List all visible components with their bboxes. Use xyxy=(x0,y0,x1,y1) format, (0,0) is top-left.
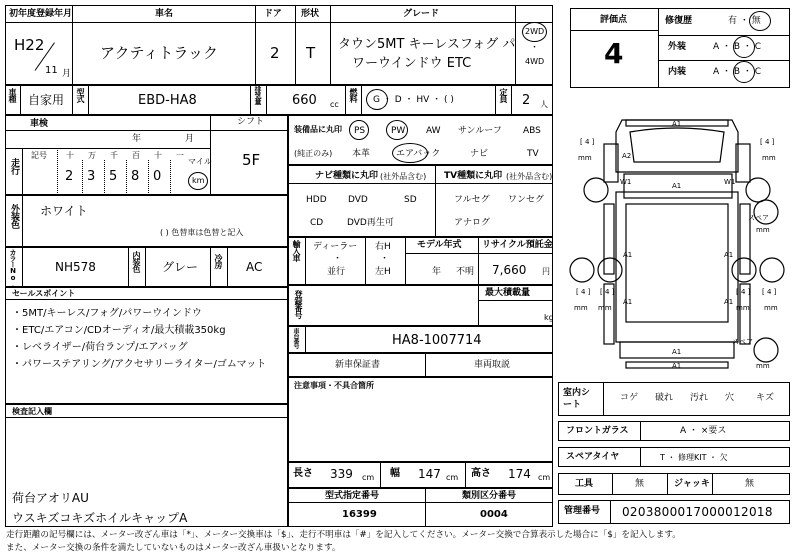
equipment-sublabel: (純正のみ) xyxy=(294,149,333,158)
score-value: 4 xyxy=(604,37,624,70)
width-label: 幅 xyxy=(390,468,400,479)
sales-line: ・レベライザー/荷台ランプ/エアバッグ xyxy=(12,342,188,353)
model-no-value: 16399 xyxy=(342,509,377,520)
inspector-block xyxy=(5,404,288,527)
seat-label: 室内シート xyxy=(563,388,591,410)
label-spare-top: スペア xyxy=(748,214,769,222)
mm-rl2: mm xyxy=(598,304,612,312)
class-no-value: 0004 xyxy=(480,509,508,520)
manual-label: 車両取説 xyxy=(474,360,511,370)
tool-value: 無 xyxy=(635,479,645,489)
seat-option: コゲ xyxy=(620,393,639,403)
color-note: ( ) 色替車は色替と記入 xyxy=(160,228,244,237)
color-value: ホワイト xyxy=(40,204,88,218)
interior-b-circle xyxy=(733,61,755,83)
color-no-value: NH578 xyxy=(55,260,96,274)
import-left: 左H xyxy=(375,267,391,277)
ps-circle xyxy=(349,120,369,140)
equipment-item: TV xyxy=(527,149,539,159)
label-a1-lower-right: A1 xyxy=(724,298,734,306)
sales-label: セールスポイント xyxy=(12,289,76,298)
label-a1-bottom2: A1 xyxy=(672,362,682,370)
exterior-label: 外装 xyxy=(668,42,687,52)
tv-label: TV種類に丸印 xyxy=(444,171,503,181)
import-right: 右H xyxy=(375,242,391,252)
fuel-options: G ・ D ・ HV ・ ( ) xyxy=(373,95,454,105)
digit-divider xyxy=(148,160,149,195)
reg-number-label: 登録番号 xyxy=(294,290,303,318)
shape-value: T xyxy=(306,44,316,62)
wheel-rear-left-2 xyxy=(598,258,622,282)
chassis-label: 車台番号 xyxy=(292,328,299,348)
grade-line2: ワーウインドウ ETC xyxy=(352,56,472,71)
first-reg-month: 11 xyxy=(45,65,58,76)
seat-option: 破れ xyxy=(655,393,674,403)
interior-color-value: グレー xyxy=(162,260,199,274)
length-value: 339 xyxy=(330,467,353,481)
shift-label: シフト xyxy=(237,117,265,127)
mileage-digit: 8 xyxy=(131,169,140,184)
label-a1-top2: A1 xyxy=(672,182,682,190)
shift-value: 5F xyxy=(242,151,261,169)
import-dot: ・ xyxy=(333,254,343,264)
mm-rr2: mm xyxy=(764,304,778,312)
grade-line1: タウン5MT キーレスフォグ パ xyxy=(338,37,516,52)
wheel-rear-right-2 xyxy=(732,258,756,282)
tool-label: 工具 xyxy=(575,479,594,489)
max-load-label: 最大積載量 xyxy=(485,288,531,298)
mgmt-label: 管理番号 xyxy=(564,506,601,516)
repair-label: 修復歴 xyxy=(665,16,693,26)
capacity-label: 定員 xyxy=(499,88,508,102)
digit-divider xyxy=(170,160,171,195)
interior-color-label: 内装色 xyxy=(132,251,141,272)
bracket-rl: [ 4 ] xyxy=(576,288,591,296)
jack-label: ジャッキ xyxy=(674,479,710,489)
label-spare-bottom: スペア xyxy=(732,338,753,346)
inspector-label: 検査記入欄 xyxy=(12,407,52,416)
equipment-item: PW xyxy=(391,126,406,136)
side-left-mid xyxy=(604,204,614,274)
tv-item: ワンセグ xyxy=(508,195,545,205)
mileage-digit: 2 xyxy=(65,169,74,184)
recycle-unit: 円 xyxy=(542,267,550,276)
equipment-item: ABS xyxy=(523,126,541,136)
mm-spare-top: mm xyxy=(756,226,770,234)
label-a1-mid-right: A1 xyxy=(724,251,734,259)
grade-label: グレード xyxy=(403,9,440,19)
usage-value: 自家用 xyxy=(28,93,65,107)
disp-label: 排気量 xyxy=(254,86,262,104)
import-label: 輸入車 xyxy=(292,240,301,261)
import-dealer: ディーラー xyxy=(313,242,358,252)
jack-value: 無 xyxy=(745,479,755,489)
repair-options: 有 ・ 無 xyxy=(728,16,761,26)
wheel-rear-right xyxy=(760,258,784,282)
mileage-digit: 0 xyxy=(153,169,162,184)
capacity-unit: 人 xyxy=(540,100,548,109)
wheel-rear-left xyxy=(570,258,594,282)
drive-dot: ・ xyxy=(530,43,540,53)
exterior-abc: A ・ B ・ C xyxy=(713,42,762,52)
ac-label: 冷房 xyxy=(214,254,223,268)
mm-fr: mm xyxy=(762,154,776,162)
equipment-item: エアバック xyxy=(396,149,441,159)
tv-item: アナログ xyxy=(454,218,491,228)
import-parallel: 並行 xyxy=(327,267,346,277)
equipment-item: サンルーフ xyxy=(458,126,502,136)
model-no-label: 型式指定番号 xyxy=(325,491,380,501)
disp-unit: cc xyxy=(330,100,339,109)
label-a1-mid-left: A1 xyxy=(623,251,633,259)
first-reg-label: 初年度登録年月 xyxy=(9,9,73,19)
bed-inner xyxy=(626,204,728,322)
height-unit: cm xyxy=(538,473,551,482)
equipment-label: 装備品に丸印 xyxy=(294,125,342,134)
mm-fl: mm xyxy=(578,154,592,162)
tv-item: フルセグ xyxy=(454,195,490,205)
first-reg-era: H22 xyxy=(14,36,45,54)
label-w1-left: W1 xyxy=(620,178,632,186)
glass-value: A ・ ×要ス xyxy=(680,426,727,436)
sales-line: ・ETC/エアコン/CDオーディオ/最大積載350kg xyxy=(12,325,226,336)
sales-line: ・パワーステアリング/アクセサリーライター/ゴムマット xyxy=(12,359,267,370)
recycle-label: リサイクル預託金 xyxy=(482,240,553,250)
car-name-label: 車名 xyxy=(155,9,174,19)
seat-option: 汚れ xyxy=(690,393,709,403)
car-damage-diagram xyxy=(560,92,792,382)
navi-item: DVD xyxy=(348,195,368,205)
drive-2wd: 2WD xyxy=(525,27,545,36)
model-year-unit: 年 xyxy=(432,267,442,277)
pw-circle xyxy=(386,120,408,140)
airbag-circle xyxy=(392,143,428,163)
length-label: 長さ xyxy=(293,468,313,479)
footer-line1: 走行距離の記号欄には、メーター改ざん車は「*」、メーター交換車は「$」、走行不明車は「#」を記入してください。メーター交換で合算表示した場合に「$」を記入します。 xyxy=(6,530,681,540)
equipment-item: 本革 xyxy=(352,149,371,159)
class-no-label: 類別区分番号 xyxy=(462,491,517,501)
navi-item: DVD再生可 xyxy=(347,218,394,228)
label-w1-right: W1 xyxy=(724,178,736,186)
model-year-label: モデル年式 xyxy=(417,240,462,250)
navi-item: HDD xyxy=(306,195,327,205)
wheel-front-left xyxy=(584,178,608,202)
spare-label: スペアタイヤ xyxy=(566,452,620,462)
label-a1-bottom: A1 xyxy=(672,348,682,356)
exterior-b-circle xyxy=(733,36,755,58)
warranty-label: 新車保証書 xyxy=(335,360,381,370)
drive-4wd: 4WD xyxy=(525,57,545,66)
shaken-year-unit: 年 xyxy=(132,134,142,144)
max-load-unit: kg xyxy=(544,313,554,322)
digit-divider xyxy=(104,160,105,195)
inspector-line2: ウスキズコキズホイルキャップA xyxy=(12,511,188,525)
equipment-item: ナビ xyxy=(470,149,489,159)
bracket-fr: [ 4 ] xyxy=(760,138,775,146)
footer-line2: また、メーター交換の条件を満たしていないものはメーター改ざん車扱いとなります。 xyxy=(6,543,341,553)
tv-sub: (社外品含む) xyxy=(506,172,553,181)
sales-line: ・5MT/キーレス/フォグ/パワーウインドウ xyxy=(12,308,202,319)
digit-col-label: 千 xyxy=(110,151,118,160)
digit-divider xyxy=(126,160,127,195)
mgmt-value: 0203800017000012018 xyxy=(622,505,773,519)
digit-divider xyxy=(82,160,83,195)
spare-bottom-circle xyxy=(754,338,778,362)
width-value: 147 xyxy=(418,467,441,481)
recycle-value: 7,660 xyxy=(492,263,527,277)
digit-col-label: 十 xyxy=(66,151,74,160)
car-name-value: アクティトラック xyxy=(100,44,219,62)
color-label: 外装色 xyxy=(9,204,19,228)
digit-col-label: 百 xyxy=(132,151,140,160)
chassis-value: HA8-1007714 xyxy=(392,333,482,348)
color-no-label: カラーNo. xyxy=(9,249,17,288)
ac-value: AC xyxy=(246,260,263,274)
equipment-item: PS xyxy=(354,126,366,136)
navi-item: CD xyxy=(310,218,324,228)
label-a2: A2 xyxy=(622,152,632,160)
usage-label: 車種 xyxy=(8,88,17,102)
mm-rr: mm xyxy=(736,304,750,312)
bracket-rl2: [ 4 ] xyxy=(600,288,615,296)
seat-option: 穴 xyxy=(725,393,735,403)
type-value: EBD-HA8 xyxy=(138,93,197,108)
fuel-g-circle xyxy=(366,89,388,110)
digit-col-label: 十 xyxy=(154,151,162,160)
equipment-item: AW xyxy=(426,126,441,136)
label-a1-top: A1 xyxy=(672,120,682,128)
digit-col-label: 一 xyxy=(176,151,184,160)
import-dot2: ・ xyxy=(380,254,390,264)
height-label: 高さ xyxy=(471,468,491,479)
score-label: 評価点 xyxy=(600,15,628,25)
navi-label: ナビ種類に丸印 xyxy=(315,171,379,181)
interior-label: 内装 xyxy=(668,67,687,77)
glass-label: フロントガラス xyxy=(566,426,629,436)
mile-label: マイル xyxy=(188,157,212,166)
seat-option: キズ xyxy=(756,393,774,403)
warranty-block xyxy=(288,353,553,377)
navi-item: SD xyxy=(404,195,417,205)
inspector-line1: 荷台アオリAU xyxy=(12,491,89,505)
wheel-front-right xyxy=(746,178,770,202)
width-unit: cm xyxy=(446,473,459,482)
label-a1-lower-left: A1 xyxy=(623,298,633,306)
color-block xyxy=(5,195,288,247)
repair-none-circle xyxy=(749,11,771,31)
height-value: 174 xyxy=(508,467,531,481)
fuel-label: 燃料 xyxy=(349,88,358,102)
cab-roof xyxy=(630,128,724,162)
mm-spare-bottom: mm xyxy=(756,362,770,370)
bracket-rr2: [ 4 ] xyxy=(762,288,777,296)
interior-abc: A ・ B ・ C xyxy=(713,67,762,77)
door-value: 2 xyxy=(270,44,280,62)
bracket-fl: [ 4 ] xyxy=(580,138,595,146)
notice-label: 注意事項・不具合箇所 xyxy=(294,381,374,390)
model-year-value: 不明 xyxy=(456,267,475,277)
capacity-value: 2 xyxy=(522,93,531,108)
mileage-digit: 3 xyxy=(87,169,96,184)
month-unit: 月 xyxy=(62,69,72,79)
disp-value: 660 xyxy=(292,93,317,108)
digit-col-label: 万 xyxy=(88,151,96,160)
shaken-label: 車検 xyxy=(30,119,49,129)
type-label: 型式 xyxy=(76,88,85,102)
mileage-label: 走行 xyxy=(9,158,19,174)
km-label: km xyxy=(192,176,205,185)
bed-outer xyxy=(616,192,738,342)
shaken-month-unit: 月 xyxy=(185,134,195,144)
mm-rl: mm xyxy=(574,304,588,312)
shape-label: 形状 xyxy=(301,9,320,19)
spare-value: T ・ 修理KIT ・ 欠 xyxy=(660,453,728,462)
length-unit: cm xyxy=(362,473,375,482)
mileage-digit: 5 xyxy=(109,169,118,184)
navi-sub: (社外品含む) xyxy=(380,172,427,181)
bracket-rr: [ 4 ] xyxy=(736,288,751,296)
mileage-mark-label: 記号 xyxy=(31,151,47,160)
door-label: ドア xyxy=(264,9,282,19)
